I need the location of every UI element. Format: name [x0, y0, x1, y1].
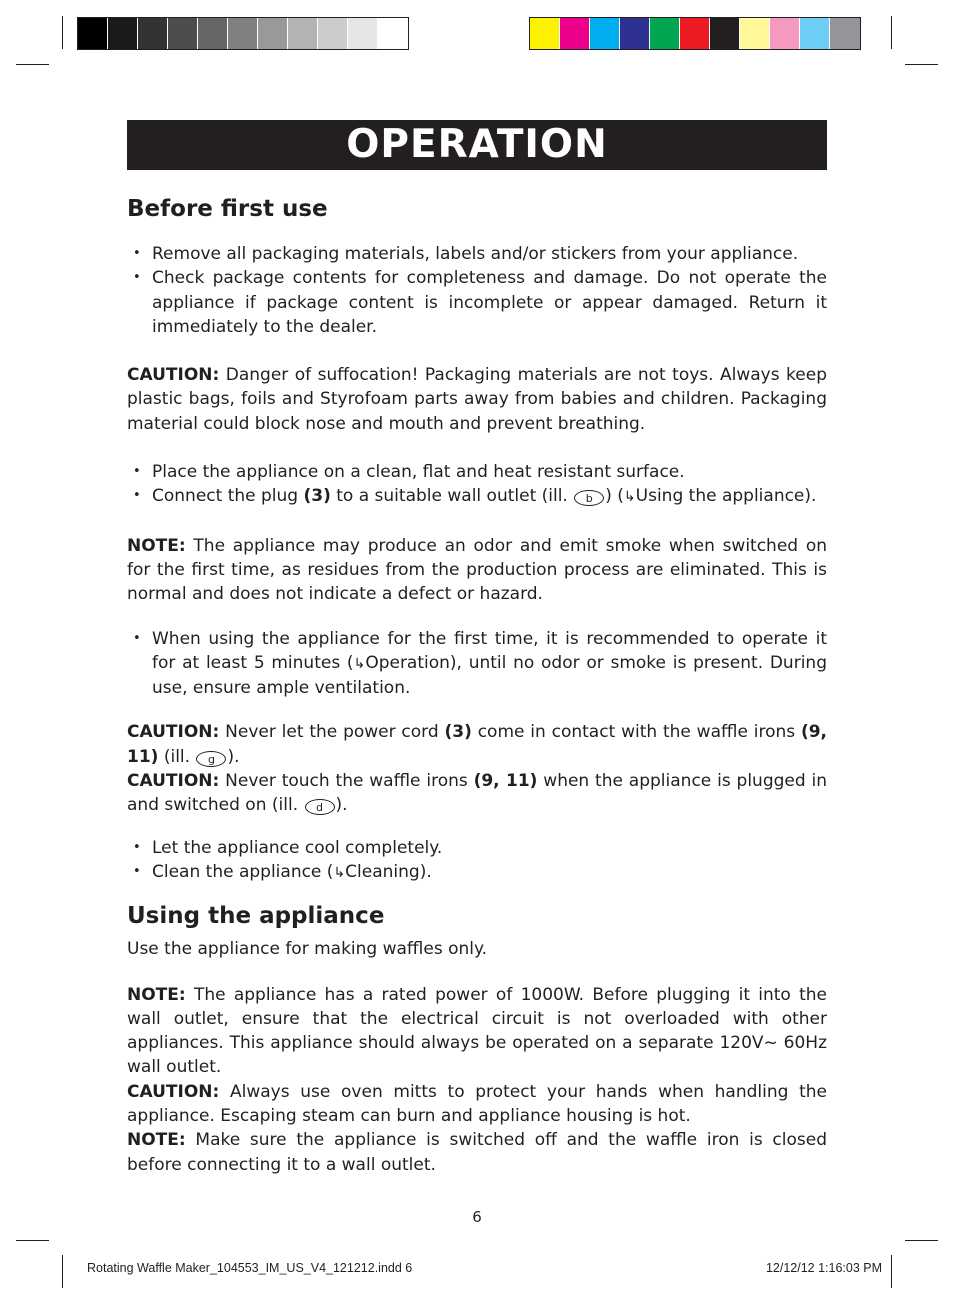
crop-mark — [16, 1240, 49, 1241]
part-ref: (3) — [444, 722, 472, 743]
bullet-list — [127, 627, 827, 701]
color-swatch — [258, 18, 288, 49]
using-appliance-heading: Using the appliance — [127, 903, 385, 930]
text: come in contact with the waffle irons — [471, 722, 801, 743]
cross-ref-arrow-icon: ↳ — [353, 655, 366, 672]
color-swatch — [138, 18, 168, 49]
crop-mark — [905, 64, 938, 65]
text: Operation), until no odor or smoke is present. During use, ensure ample ventilation. — [152, 652, 827, 699]
crop-mark — [891, 16, 892, 49]
color-swatch — [78, 18, 108, 49]
text: Clean the appliance ( — [152, 861, 334, 882]
list-item: • Remove all packaging materials, labels and/or stickers from your appliance. — [127, 242, 827, 266]
color-swatch — [560, 18, 590, 49]
crop-mark — [62, 1255, 63, 1288]
color-swatch — [348, 18, 378, 49]
note-paragraph — [127, 983, 827, 1080]
section-banner — [127, 120, 827, 170]
color-swatch — [830, 18, 860, 49]
caution-paragraph — [127, 363, 827, 436]
note-text: The appliance may produce an odor and emit smoke when switched on for the first time, as residues from the production process are eliminated. This is normal and does not indicate a defect or hazard. — [127, 535, 827, 605]
color-swatch — [168, 18, 198, 49]
color-swatch — [198, 18, 228, 49]
color-swatch — [800, 18, 830, 49]
note-text: Make sure the appliance is switched off and the waffle iron is closed before connecting it to a wall outlet. — [127, 1130, 827, 1175]
caution-label: CAUTION: — [127, 771, 220, 792]
text: Cleaning). — [345, 861, 432, 882]
caution-paragraph — [127, 1080, 827, 1129]
list-item: • Check package contents for completeness and damage. Do not operate the appliance if package content is incomplete or appear damaged. Return it immediately to the dealer. — [127, 266, 827, 339]
color-calibration-bar — [529, 17, 861, 50]
color-swatch — [770, 18, 800, 49]
bullet-list — [127, 836, 827, 886]
part-ref: (3) — [303, 486, 331, 507]
text: When using the appliance for the first time, it is recommended to operate it for at least 5 minutes ( — [152, 628, 827, 673]
note-paragraph — [127, 534, 827, 607]
color-swatch — [318, 18, 348, 49]
color-swatch — [680, 18, 710, 49]
note-label: NOTE: — [127, 1130, 186, 1151]
main-content — [127, 192, 827, 1177]
footer-timestamp: 12/12/12 1:16:03 PM — [765, 1261, 882, 1275]
color-swatch — [228, 18, 258, 49]
caution-label: CAUTION: — [127, 365, 220, 386]
crop-mark — [62, 16, 63, 49]
text: to a suitable wall outlet (ill. — [330, 486, 574, 507]
color-swatch — [620, 18, 650, 49]
list-item — [127, 627, 827, 701]
text: ). — [335, 795, 348, 816]
note-text: The appliance has a rated power of 1000W. Before plugging it into the wall outlet, ensure that the electrical circuit is not overloaded with other appliances. This appliance should always be operated on a separate 120V~ 60Hz wall outlet. — [127, 984, 827, 1078]
bullet-list — [127, 460, 827, 510]
text: Never let the power cord — [219, 722, 445, 743]
color-swatch — [710, 18, 740, 49]
part-ref: (9, 11) — [473, 771, 538, 792]
color-swatch — [650, 18, 680, 49]
text: Using the appliance). — [635, 486, 817, 507]
color-swatch — [530, 18, 560, 49]
footer-filename: Rotating Waffle Maker_104553_IM_US_V4_121212.indd 6 — [87, 1261, 413, 1275]
illustration-ref-badge: d — [305, 799, 335, 815]
illustration-ref-badge: b — [574, 490, 604, 506]
text: Never touch the waffle irons — [219, 771, 474, 792]
crop-mark — [905, 1240, 938, 1241]
crop-mark — [16, 64, 49, 65]
list-item: • Let the appliance cool completely. — [127, 836, 827, 860]
text: when the appliance is plugged in and switched on (ill. — [127, 771, 828, 816]
caution-text: Danger of suffocation! Packaging materials are not toys. Always keep plastic bags, foils and Styrofoam parts away from babies and children. Packaging material could block nose and mouth and prevent breathing. — [127, 365, 827, 434]
illustration-ref-badge: g — [196, 751, 226, 767]
color-swatch — [740, 18, 770, 49]
note-paragraph — [127, 1128, 827, 1177]
caution-paragraph — [127, 769, 827, 818]
caution-text: Always use oven mitts to protect your hands when handling the appliance. Escaping steam can burn and appliance housing is hot. — [127, 1081, 827, 1127]
list-item: • Place the appliance on a clean, flat and heat resistant surface. — [127, 460, 827, 484]
cross-ref-arrow-icon: ↳ — [623, 489, 636, 506]
color-swatch — [108, 18, 138, 49]
caution-label: CAUTION: — [127, 1081, 220, 1102]
intro-paragraph: Use the appliance for making waffles only. — [127, 939, 488, 960]
page-number: 6 — [472, 1208, 482, 1226]
text: ) ( — [605, 486, 624, 507]
text: (ill. — [158, 746, 196, 767]
part-ref: (9, 11) — [127, 722, 827, 767]
gray-calibration-bar — [77, 17, 409, 50]
color-swatch — [288, 18, 318, 49]
note-label: NOTE: — [127, 535, 186, 556]
color-swatch — [590, 18, 620, 49]
list-item — [127, 860, 827, 885]
note-label: NOTE: — [127, 984, 186, 1005]
cross-ref-arrow-icon: ↳ — [333, 864, 346, 881]
text: Connect the plug — [152, 486, 304, 507]
page-title: OPERATION — [346, 122, 608, 167]
caution-paragraph — [127, 720, 827, 769]
before-first-use-heading: Before first use — [127, 196, 328, 222]
text: ). — [227, 746, 240, 767]
bullet-list — [127, 242, 827, 339]
color-swatch — [378, 18, 408, 49]
crop-mark — [891, 1255, 892, 1288]
caution-label: CAUTION: — [127, 722, 220, 743]
list-item — [127, 484, 827, 509]
